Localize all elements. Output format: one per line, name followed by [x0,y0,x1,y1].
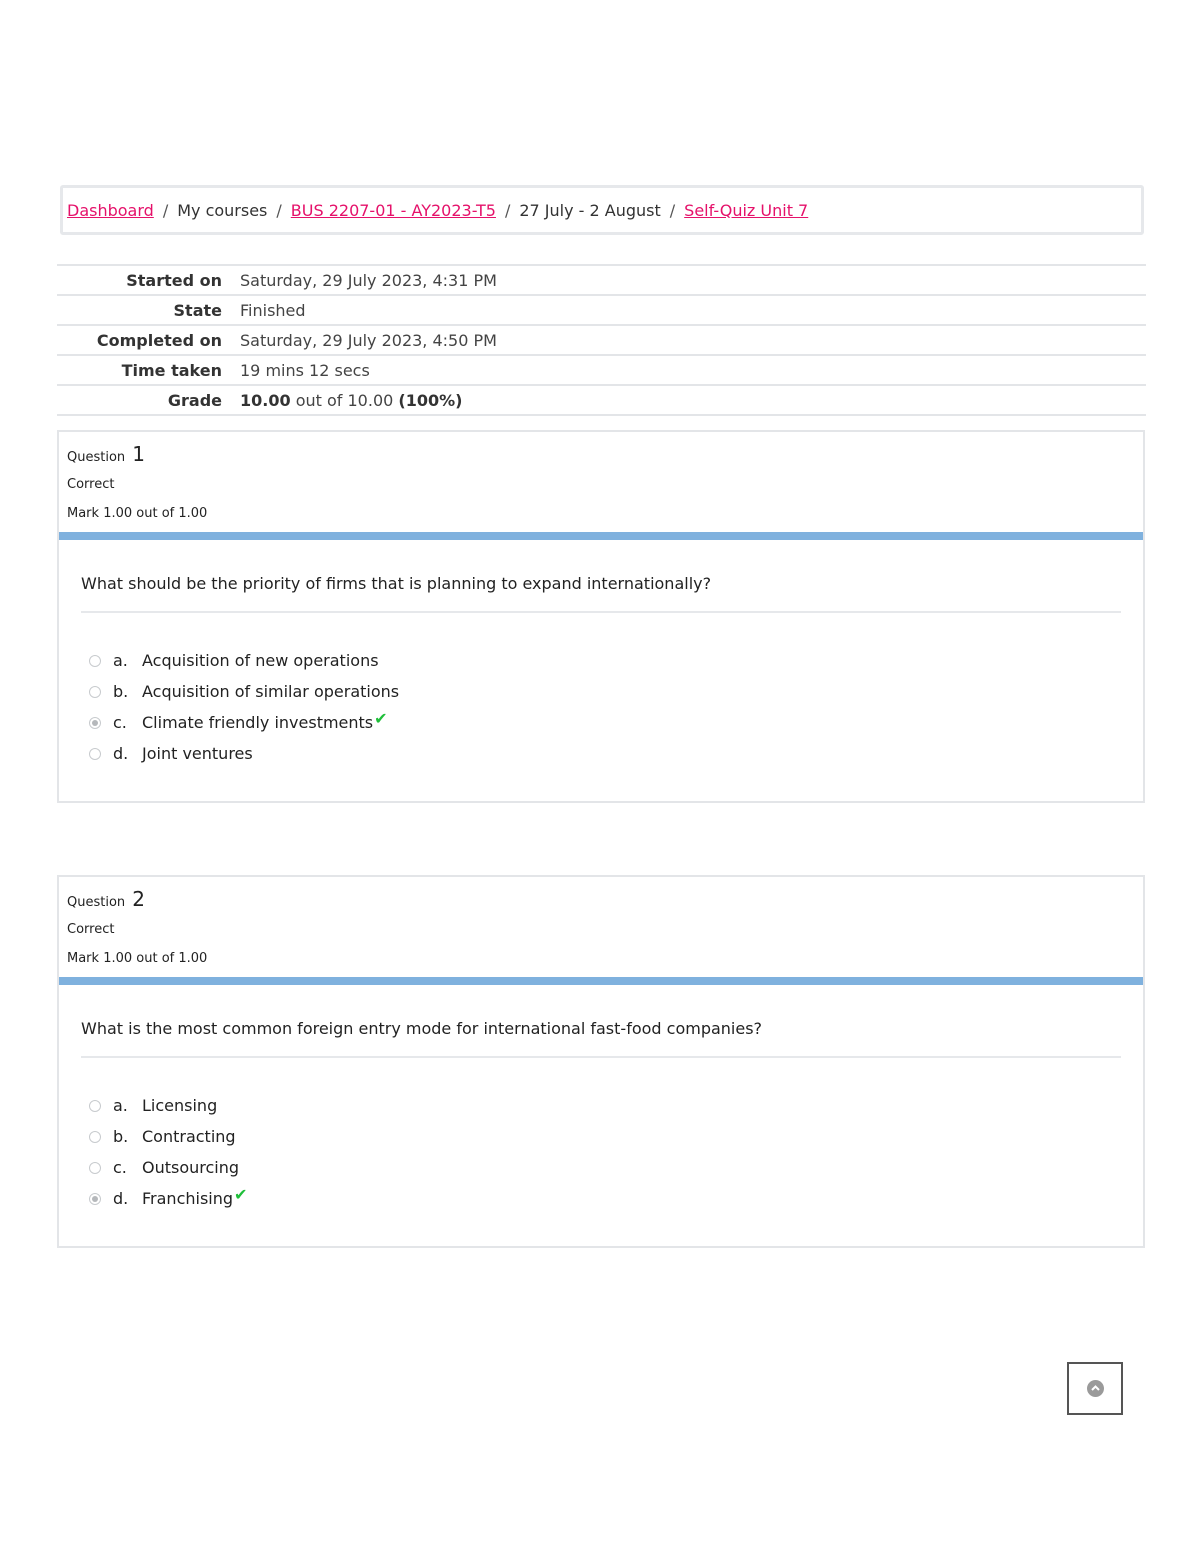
question-title [67,442,145,466]
answer-options [81,613,1121,801]
question-divider-bar [59,977,1143,985]
option-text: Licensing [142,1096,218,1115]
breadcrumb-course-link[interactable]: BUS 2207-01 - AY2023-T5 [290,200,496,220]
option-letter: d. [113,1189,129,1208]
question-title-label: Question [67,450,126,465]
summary-row-started-on [57,266,1146,296]
radio-button[interactable] [89,1100,101,1112]
summary-value: Saturday, 29 July 2023, 4:31 PM [240,270,497,290]
option-letter: a. [113,651,128,670]
option-letter: c. [113,713,127,732]
answer-option[interactable] [89,738,1121,769]
check-icon: ✔ [234,1185,248,1204]
question-body [59,985,1143,1246]
question-mark: Mark 1.00 out of 1.00 [67,506,208,521]
radio-button[interactable] [89,1162,101,1174]
answer-option[interactable] [89,645,1121,676]
question-title-label: Question [67,895,126,910]
quiz-summary-table [57,264,1146,416]
question-text: What is the most common foreign entry mode for international fast-food companies? [81,985,1121,1058]
question-info [59,877,1143,977]
option-text: Acquisition of new operations [142,651,379,670]
option-text: Acquisition of similar operations [142,682,400,701]
radio-button[interactable] [89,655,101,667]
answer-option[interactable] [89,676,1121,707]
chevron-up-icon [1087,1380,1104,1397]
summary-row-state [57,296,1146,326]
answer-option[interactable] [89,1090,1121,1121]
breadcrumb-separator: / [669,200,676,220]
grade-score: 10.00 [240,390,291,410]
grade-percent: (100%) [398,390,463,410]
breadcrumb-separator: / [504,200,511,220]
breadcrumb-separator: / [276,200,282,220]
breadcrumb-week: 27 July - 2 August [519,200,661,220]
radio-button[interactable] [89,1131,101,1143]
answer-option[interactable] [89,1152,1121,1183]
radio-button[interactable] [89,686,101,698]
summary-row-completed-on [57,326,1146,356]
question-1 [57,430,1145,803]
breadcrumb-separator: / [162,200,169,220]
summary-label: Completed on [96,330,222,350]
grade-out-of: out of 10.00 [295,390,394,410]
summary-row-time-taken [57,356,1146,386]
summary-label: Time taken [121,360,222,380]
answer-option[interactable] [89,1121,1121,1152]
summary-value [240,391,462,410]
radio-button-checked[interactable] [89,717,101,729]
question-number: 1 [132,442,146,466]
option-text: Outsourcing [142,1158,240,1177]
option-text: Climate friendly investments [142,713,374,732]
question-mark: Mark 1.00 out of 1.00 [67,951,208,966]
summary-value: Finished [240,300,306,320]
radio-button[interactable] [89,748,101,760]
question-title [67,887,145,911]
answer-options [81,1058,1121,1246]
option-letter: c. [113,1158,127,1177]
option-letter: d. [113,744,129,763]
radio-button-checked[interactable] [89,1193,101,1205]
option-letter: a. [113,1096,128,1115]
check-icon: ✔ [374,709,388,728]
option-letter: b. [113,1127,129,1146]
option-text: Franchising [142,1189,234,1208]
breadcrumb-dashboard-link[interactable]: Dashboard [67,200,154,220]
answer-option-selected[interactable] [89,707,1121,738]
summary-value: 19 mins 12 secs [240,360,370,380]
summary-label: Grade [167,390,222,410]
question-state: Correct [67,922,115,937]
question-number: 2 [132,887,146,911]
option-letter: b. [113,682,129,701]
question-body [59,540,1143,801]
summary-label: State [173,300,222,320]
breadcrumb [60,185,1144,235]
question-text: What should be the priority of firms that is planning to expand internationally? [81,540,1121,613]
question-divider-bar [59,532,1143,540]
summary-row-grade [57,386,1146,416]
answer-option-selected[interactable] [89,1183,1121,1214]
breadcrumb-my-courses: My courses [177,200,268,220]
back-to-top-button[interactable] [1067,1362,1123,1415]
summary-value: Saturday, 29 July 2023, 4:50 PM [240,330,497,350]
summary-label: Started on [126,270,222,290]
question-2 [57,875,1145,1248]
question-info [59,432,1143,532]
option-text: Joint ventures [142,744,253,763]
breadcrumb-quiz-link[interactable]: Self-Quiz Unit 7 [684,200,809,220]
question-state: Correct [67,477,115,492]
option-text: Contracting [142,1127,236,1146]
